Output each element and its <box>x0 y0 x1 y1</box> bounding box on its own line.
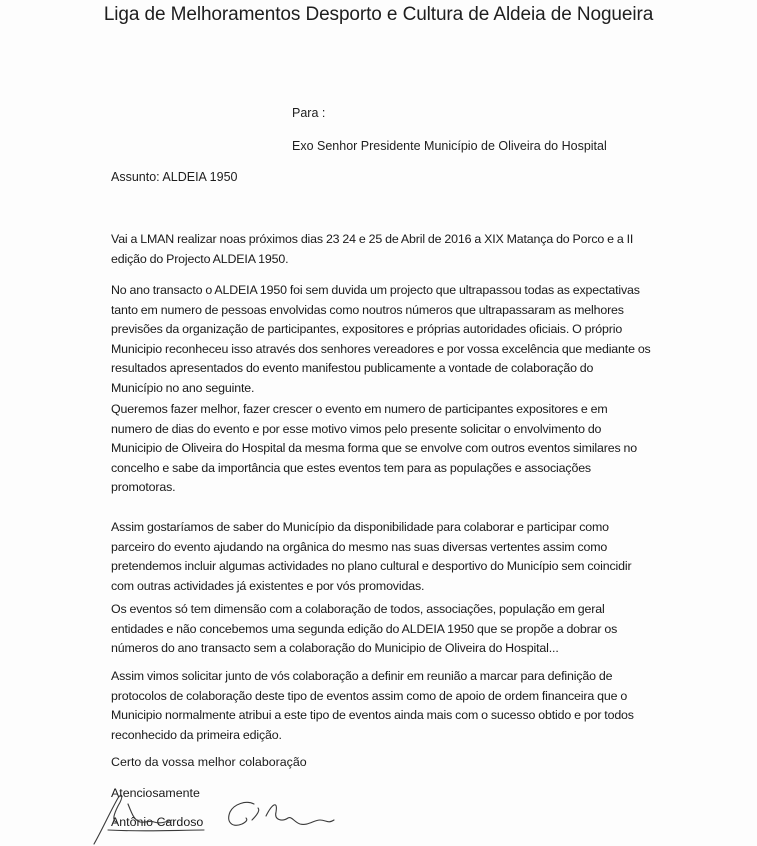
signature-stroke <box>266 805 334 825</box>
signature-stroke <box>229 802 254 825</box>
paragraph-line: concelho e sabe da importância que estes eventos tem para as populações e associações <box>111 460 591 475</box>
paragraph-line: Municipio de Oliveira do Hospital da mesma forma que se envolve com outros eventos similares no <box>111 441 638 455</box>
paragraph-line: Os eventos só tem dimensão com a colaboração de todos, associações, população em geral <box>111 602 605 616</box>
paragraph-line: No ano transacto o ALDEIA 1950 foi sem duvida um projecto que ultrapassou todas as expectativas <box>111 283 640 297</box>
paragraph-line: numero de dias do evento e por esse motivo vimos pelo presente solicitar o envolvimento do <box>111 421 602 436</box>
paragraph-line: edição do Projecto ALDEIA 1950. <box>111 251 289 266</box>
paragraph <box>111 281 671 398</box>
recipient: Exo Senhor Presidente Município de Oliveira do Hospital <box>292 139 607 153</box>
paragraph-line: Municipio reconheceu isso através dos senhores vereadores e por vossa excelência que mediante os <box>111 341 651 356</box>
paragraph-line: Município no ano seguinte. <box>111 380 255 395</box>
paragraph-line: pretendemos incluir algumas actividades no plano cultural e desportivo do Município sem coincidir <box>111 559 632 573</box>
paragraph-line: números do ano transacto sem a colaboração do Municipio de Oliveira do Hospital... <box>111 641 559 655</box>
paragraph-line: previsões da organização de participantes, expositores e próprias autoridades oficiais. O próprio <box>111 322 623 336</box>
paragraph-line: Queremos fazer melhor, fazer crescer o evento em numero de participantes expositores e em <box>111 402 608 416</box>
letter-title: Liga de Melhoramentos Desporto e Cultura de Aldeia de Nogueira <box>103 4 654 25</box>
closing-line: Certo da vossa melhor colaboração <box>111 755 307 769</box>
recipient-label: Para : <box>292 106 326 120</box>
paragraph-line: promotoras. <box>111 480 176 494</box>
paragraph <box>111 400 671 498</box>
signature-stroke <box>252 808 259 820</box>
paragraph-line: resultados apresentados do evento manifestou publicamente a vontade de colaboração do <box>111 361 594 375</box>
paragraph-line: Assim vimos solicitar junto de vós colaboração a definir em reunião a marcar para definição de <box>111 669 613 683</box>
paragraph-line: Municipio normalmente atribui a este tipo de eventos ainda mais com o sucesso obtido e por todos <box>111 708 634 722</box>
paragraph-line: parceiro do evento ajudando na orgânica do mesmo nas suas diversas vertentes assim como <box>111 539 608 554</box>
regards-line: Atenciosamente <box>111 786 200 800</box>
paragraph-line: protocolos de colaboração deste tipo de eventos assim como de apoio de ordem financeira que o <box>111 688 628 703</box>
subject-line: Assunto: ALDEIA 1950 <box>111 170 238 184</box>
paragraph <box>111 518 671 596</box>
paragraph-line: tanto em numero de pessoas envolvidas como noutros números que ultrapassaram as melhores <box>111 302 624 317</box>
paragraph-line: com outras actividades já existentes e por vós promovidas. <box>111 578 425 593</box>
paragraph-line: reconhecido da primeira edição. <box>111 727 282 742</box>
paragraph-line: entidades e não concebemos uma segunda edição do ALDEIA 1950 que se propõe a dobrar os <box>111 621 618 636</box>
paragraph <box>111 230 671 269</box>
paragraph-line: Assim gostaríamos de saber do Município da disponibilidade para colaborar e participar como <box>111 520 609 534</box>
paragraph-line: Vai a LMAN realizar noas próximos dias 23 24 e 25 de Abril de 2016 a XIX Matança do Porco e a II <box>111 232 634 246</box>
signature-stroke <box>108 830 204 831</box>
paragraph <box>111 600 671 659</box>
paragraph <box>111 667 671 745</box>
sender-name: Antônio Cardoso <box>111 815 204 829</box>
